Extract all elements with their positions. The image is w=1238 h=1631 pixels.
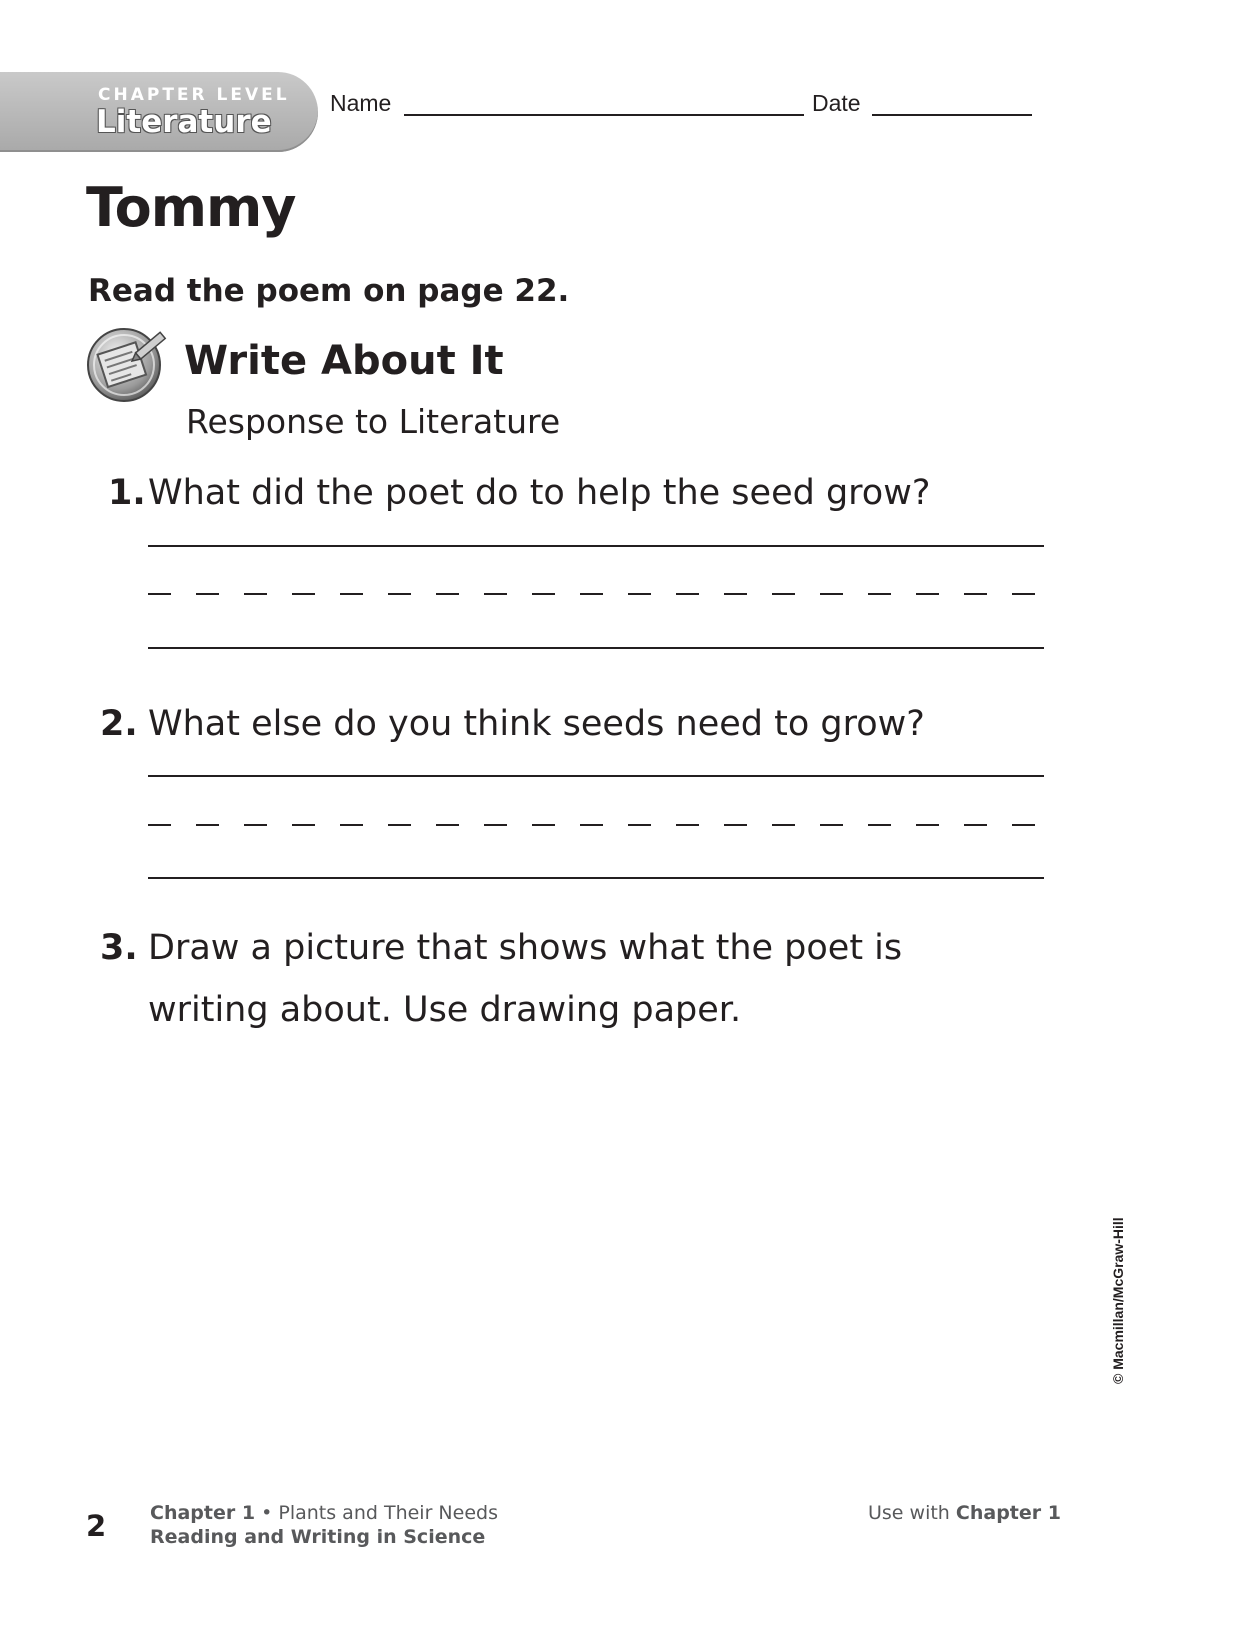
chapter-level-tab bbox=[0, 72, 318, 152]
answer-line-top[interactable] bbox=[148, 775, 1044, 777]
response-subheading: Response to Literature bbox=[186, 402, 561, 441]
question-text-line-1: Draw a picture that shows what the poet is bbox=[148, 928, 903, 968]
question-text: What did the poet do to help the seed grow? bbox=[148, 473, 931, 513]
date-label: Date bbox=[812, 90, 861, 116]
name-field[interactable] bbox=[404, 114, 804, 116]
name-label: Name bbox=[330, 90, 392, 116]
tab-big-label: Literature bbox=[96, 104, 272, 140]
question-number: 2. bbox=[100, 704, 138, 744]
instruction-text: Read the poem on page 22. bbox=[88, 273, 570, 309]
question-text: What else do you think seeds need to grow? bbox=[148, 704, 925, 744]
footer-chapter-title: Plants and Their Needs bbox=[278, 1502, 498, 1524]
date-field[interactable] bbox=[872, 114, 1032, 116]
footer-chapter-label: Chapter 1 bbox=[150, 1502, 256, 1524]
write-about-heading: Write About It bbox=[184, 338, 504, 384]
answer-line-middle[interactable] bbox=[148, 593, 1044, 595]
answer-line-middle[interactable] bbox=[148, 824, 1044, 826]
notepad-pencil-icon bbox=[86, 327, 170, 403]
copyright-notice: © Macmillan/McGraw-Hill bbox=[1110, 1217, 1126, 1384]
footer-subtitle: Reading and Writing in Science bbox=[150, 1526, 486, 1548]
question-text-line-2: writing about. Use drawing paper. bbox=[148, 990, 742, 1030]
tab-small-label: CHAPTER LEVEL bbox=[98, 85, 290, 105]
footer-chapter-line: Chapter 1 • Plants and Their Needs bbox=[150, 1502, 498, 1524]
answer-line-bottom[interactable] bbox=[148, 877, 1044, 879]
answer-line-top[interactable] bbox=[148, 545, 1044, 547]
answer-line-bottom[interactable] bbox=[148, 647, 1044, 649]
question-number: 1. bbox=[108, 473, 146, 513]
footer-use-with bbox=[868, 1502, 1061, 1524]
footer-use-with-prefix: Use with bbox=[868, 1502, 950, 1524]
footer-use-with-chapter: Chapter 1 bbox=[955, 1502, 1061, 1524]
page-number: 2 bbox=[86, 1509, 107, 1543]
question-number: 3. bbox=[100, 928, 138, 968]
page-title: Tommy bbox=[86, 176, 296, 239]
